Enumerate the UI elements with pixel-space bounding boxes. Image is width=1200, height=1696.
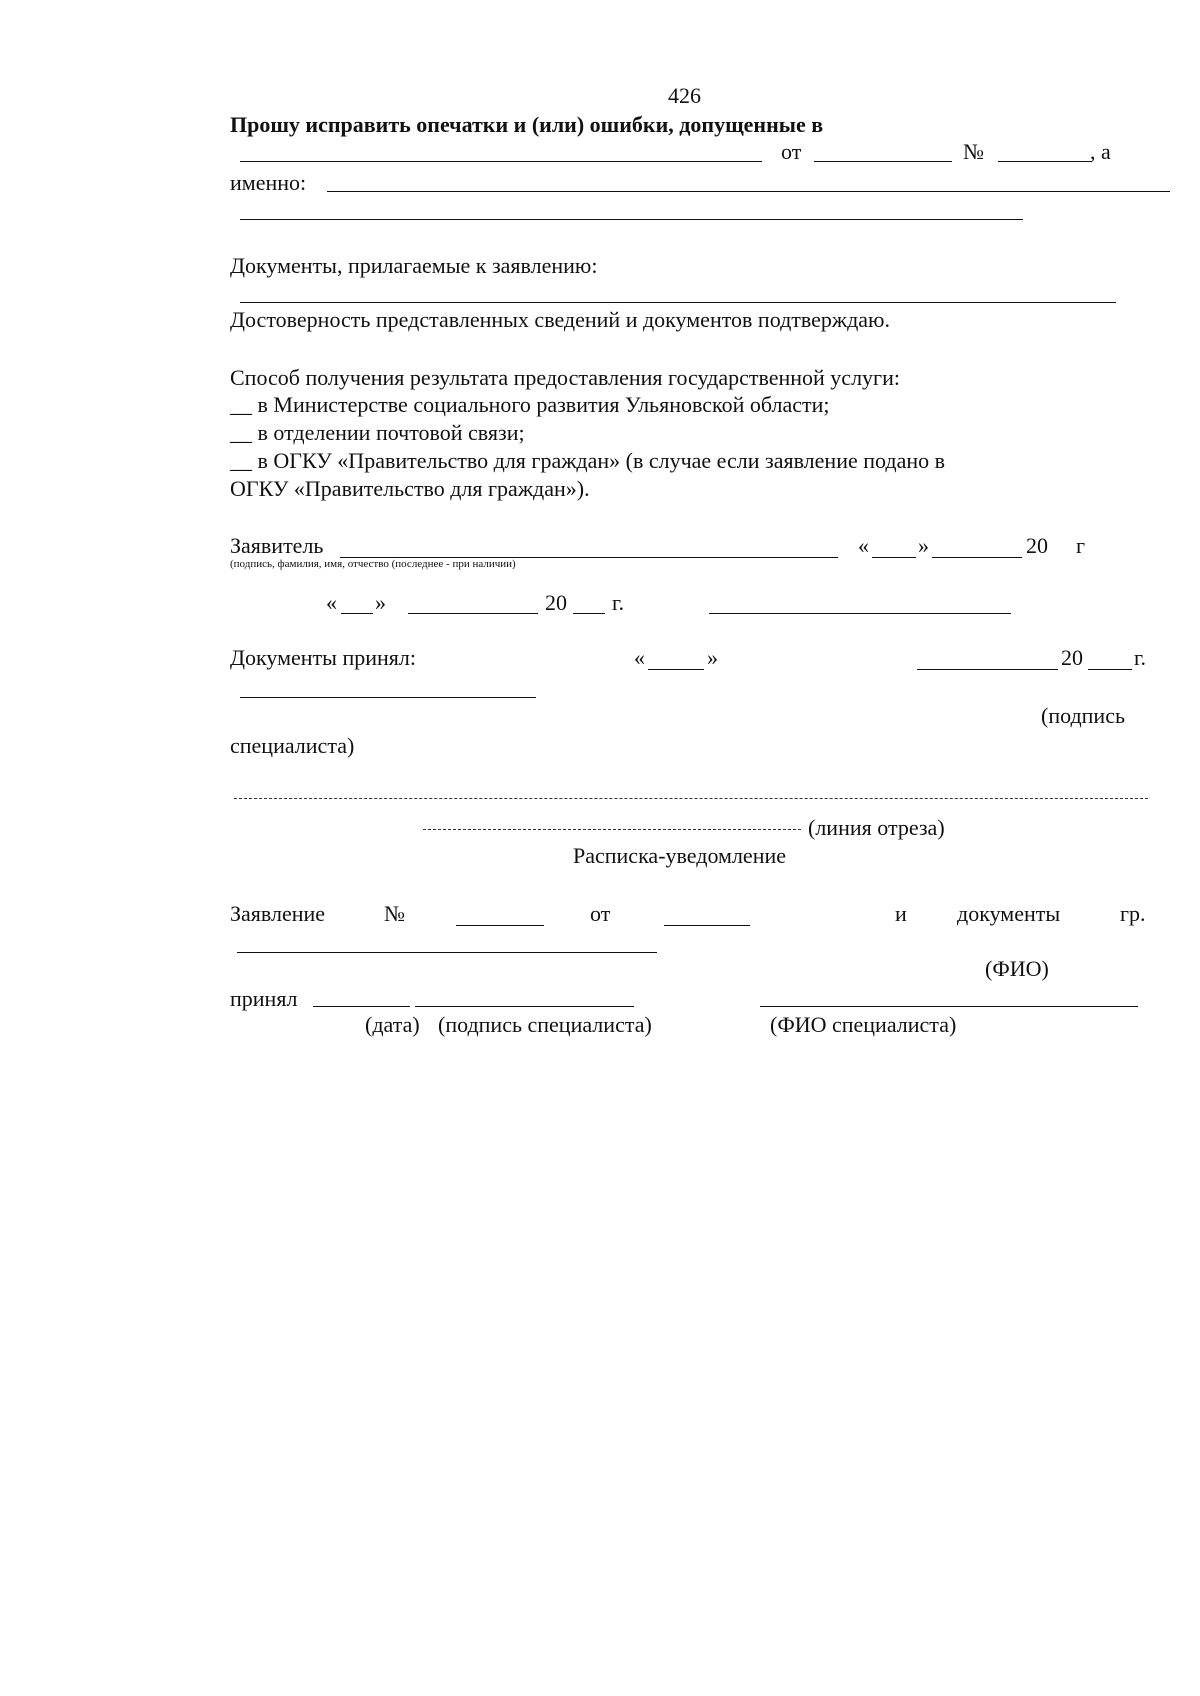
receipt-specialist-fio-blank[interactable] — [760, 1006, 1138, 1007]
applicant-year: 20 — [1026, 533, 1048, 558]
accepted-quote-close: » — [707, 645, 718, 670]
method-option-ogku-continuation: ОГКУ «Правительство для граждан»). — [230, 476, 590, 501]
confirm-statement: Достоверность представленных сведений и документов подтверждаю. — [230, 307, 890, 332]
namely-label: именно: — [230, 170, 307, 195]
receipt-documents-label: документы — [957, 901, 1061, 926]
receipt-from-label: от — [590, 901, 611, 926]
accepted-label: Документы принял: — [230, 645, 416, 670]
request-heading: Прошу исправить опечатки и (или) ошибки, допущенные в — [230, 112, 824, 137]
number-sign: № — [963, 139, 984, 164]
receipt-specialist-fio-caption: (ФИО специалиста) — [770, 1012, 957, 1037]
date-month-blank[interactable] — [408, 613, 538, 614]
attachments-label: Документы, прилагаемые к заявлению: — [230, 253, 598, 278]
applicant-quote-open: « — [858, 533, 869, 558]
receipt-title: Расписка-уведомление — [573, 843, 787, 868]
date-year-blank[interactable] — [573, 613, 605, 614]
accepted-signature-blank[interactable] — [240, 697, 536, 698]
document-number-blank[interactable] — [998, 161, 1092, 162]
method-option-ogku[interactable]: __ в ОГКУ «Правительство для граждан» (в случае если заявление подано в — [230, 448, 945, 473]
receipt-accepted-date-blank[interactable] — [313, 1006, 410, 1007]
receipt-citizen-label: гр. — [1120, 901, 1146, 926]
cut-line-caption: (линия отреза) — [808, 815, 945, 840]
accepted-year-blank[interactable] — [1088, 669, 1132, 670]
method-option-post[interactable]: __ в отделении почтовой связи; — [230, 420, 525, 445]
receipt-date-caption: (дата) — [365, 1012, 420, 1037]
error-description-blank-2[interactable] — [240, 219, 1023, 220]
method-option-ministry[interactable]: __ в Министерстве социального развития Ульяновской области; — [230, 392, 830, 417]
date-quote-open: « — [326, 590, 337, 615]
a-conjunction: , а — [1090, 139, 1111, 164]
date-year: 20 — [545, 590, 567, 615]
document-date-blank[interactable] — [814, 161, 952, 162]
date-g: г. — [612, 590, 625, 615]
receipt-number-blank[interactable] — [456, 925, 544, 926]
accepted-year: 20 — [1061, 645, 1083, 670]
method-heading: Способ получения результата предоставления государственной услуги: — [230, 365, 900, 390]
date-signature-blank[interactable] — [709, 613, 1011, 614]
receipt-number-sign: № — [384, 901, 405, 926]
receipt-accepted-label: принял — [230, 986, 298, 1011]
accepted-g: г. — [1134, 645, 1147, 670]
accepted-day-blank[interactable] — [648, 669, 704, 670]
applicant-month-blank[interactable] — [932, 557, 1022, 558]
accepted-signature-caption-1: (подпись — [1041, 703, 1126, 728]
attachments-blank[interactable] — [240, 302, 1116, 303]
applicant-label: Заявитель — [230, 533, 324, 558]
error-description-blank-1[interactable] — [327, 191, 1170, 192]
receipt-statement-label: Заявление — [230, 901, 326, 926]
accepted-quote-open: « — [634, 645, 645, 670]
cut-line-dashes-2 — [423, 829, 801, 830]
receipt-and: и — [895, 901, 907, 926]
date-day-blank[interactable] — [341, 613, 373, 614]
applicant-hint: (подпись, фамилия, имя, отчество (последнее - при наличии) — [230, 558, 516, 570]
accepted-month-blank[interactable] — [917, 669, 1058, 670]
applicant-quote-close: » — [918, 533, 929, 558]
applicant-g: г — [1076, 533, 1086, 558]
accepted-signature-caption-2: специалиста) — [230, 733, 355, 758]
from-label: от — [781, 139, 802, 164]
receipt-accepted-signature-blank[interactable] — [415, 1006, 634, 1007]
date-quote-close: » — [375, 590, 386, 615]
cut-line-dashes-1 — [234, 798, 1148, 799]
receipt-signature-caption: (подпись специалиста) — [438, 1012, 652, 1037]
page-number: 426 — [668, 83, 701, 108]
receipt-date-blank[interactable] — [664, 925, 750, 926]
receipt-citizen-name-blank[interactable] — [237, 952, 657, 953]
applicant-day-blank[interactable] — [872, 557, 916, 558]
document-name-blank[interactable] — [240, 161, 762, 162]
receipt-fio-caption: (ФИО) — [985, 956, 1049, 981]
